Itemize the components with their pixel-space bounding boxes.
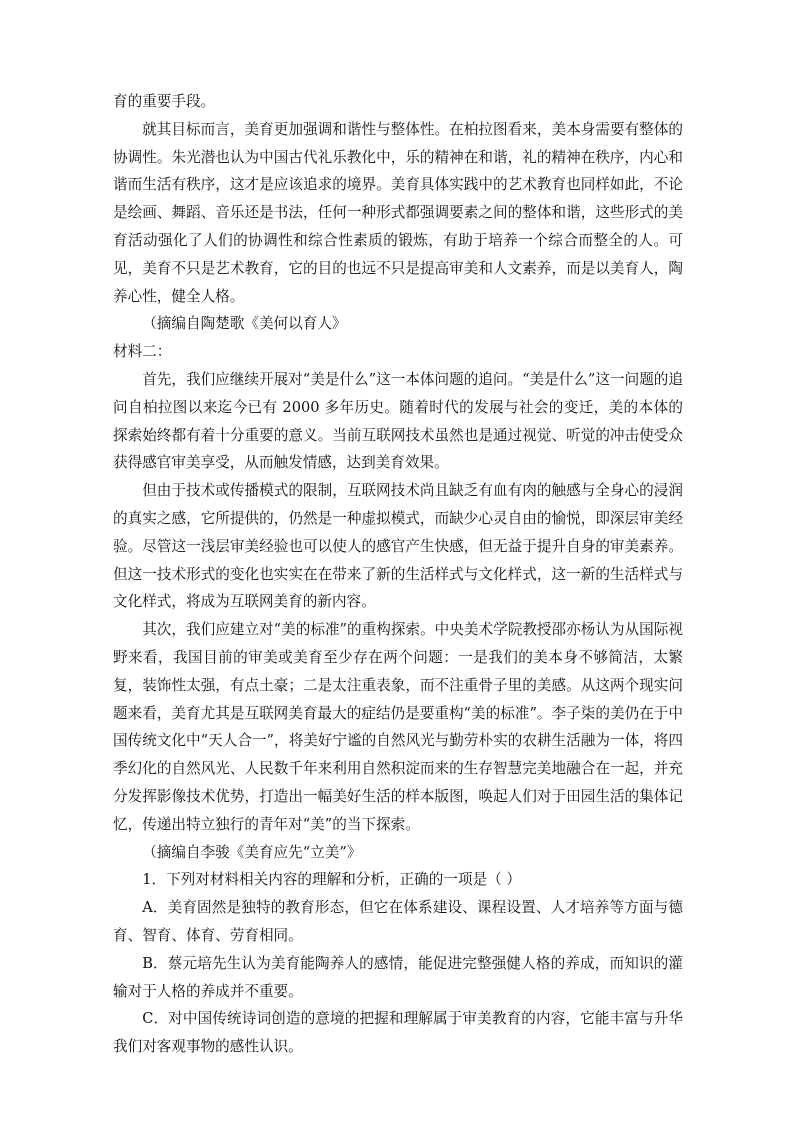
source-note-1: （摘编自陶楚歌《美何以育人》 [142, 315, 347, 333]
paragraph-technology-limits: 但由于技术或传播模式的限制，互联网技术尚且缺乏有血有肉的触感与全身心的浸润的真实之感，它所提供的，仍然是一种虚拟模式，而缺少心灵自由的愉悦，即深层审美经验。尽管这一浅层审美经验也可以使人的感官产生快感，但无益于提升自身的审美素养。但这一技术形式的变化也实实在在带来了新的生活样式与文化样式，这一新的生活样式与文化样式，将成为互联网美育的新内容。 [113, 482, 683, 611]
question-1: 1．下列对材料相关内容的理解和分析，正确的一项是（ ） [142, 871, 521, 889]
paragraph-standard-of-beauty: 其次，我们应建立对“美的标准”的重构探索。中央美术学院教授邵亦杨认为从国际视野来看，我国目前的审美或美育至少存在两个问题：一是我们的美本身不够简洁，太繁复，装饰性太强，有点土豪；二是太注重表象，而不注重骨子里的美感。从这两个现实问题来看，美育尤其是互联网美育最大的症结仍是要重构“美的标准”。李子柒的美仍在于中国传统文化中“天人合一”，将美好宁谧的自然风光与勤劳朴实的农耕生活融为一体，将四季幻化的自然风光、人民数千年来利用自然积淀而来的生存智慧完美地融合在一起，并充分发挥影像技术优势，打造出一幅美好生活的样本版图，唤起人们对于田园生活的集体记忆，传递出特立独行的青年对“美”的当下探索。 [113, 621, 683, 833]
paragraph-continuation: 育的重要手段。 [113, 93, 216, 110]
source-note-2: （摘编自李骏《美育应先“立美”》 [142, 843, 362, 861]
option-b: B．蔡元培先生认为美育能陶养人的感情，能促进完整强健人格的养成，而知识的灌输对于人格的养成并不重要。 [113, 954, 683, 1000]
option-a: A．美育固然是独特的教育形态，但它在体系建设、课程设置、人才培养等方面与德育、智育、体育、劳育相同。 [113, 899, 683, 944]
option-c: C．对中国传统诗词创造的意境的把握和理解属于审美教育的内容，它能丰富与升华我们对客观事物的感性认识。 [113, 1010, 683, 1056]
material-two-heading: 材料二： [113, 343, 172, 361]
paragraph-aesthetic-goal: 就其目标而言，美育更加强调和谐性与整体性。在柏拉图看来，美本身需要有整体的协调性。朱光潜也认为中国古代礼乐教化中，乐的精神在和谐，礼的精神在秩序，内心和谐而生活有秩序，这才是应该追求的境界。美育具体实践中的艺术教育也同样如此，不论是绘画、舞蹈、音乐还是书法，任何一种形式都强调要素之间的整体和谐，这些形式的美育活动强化了人们的协调性和综合性素质的锻炼，有助于培养一个综合而整全的人。可见，美育不只是艺术教育，它的目的也远不只是提高审美和人文素养，而是以美育人，陶养心性，健全人格。 [113, 120, 683, 305]
paragraph-what-is-beauty: 首先，我们应继续开展对“美是什么”这一本体问题的追问。“美是什么”这一问题的追问自柏拉图以来迄今已有 2000 多年历史。随着时代的发展与社会的变迁，美的本体的探索始终都有着十分重要的意义。当前互联网技术虽然也是通过视觉、听觉的冲击使受众获得感官审美享受，从而触发情感，达到美育效果。 [113, 370, 683, 472]
article-body [113, 88, 683, 1061]
